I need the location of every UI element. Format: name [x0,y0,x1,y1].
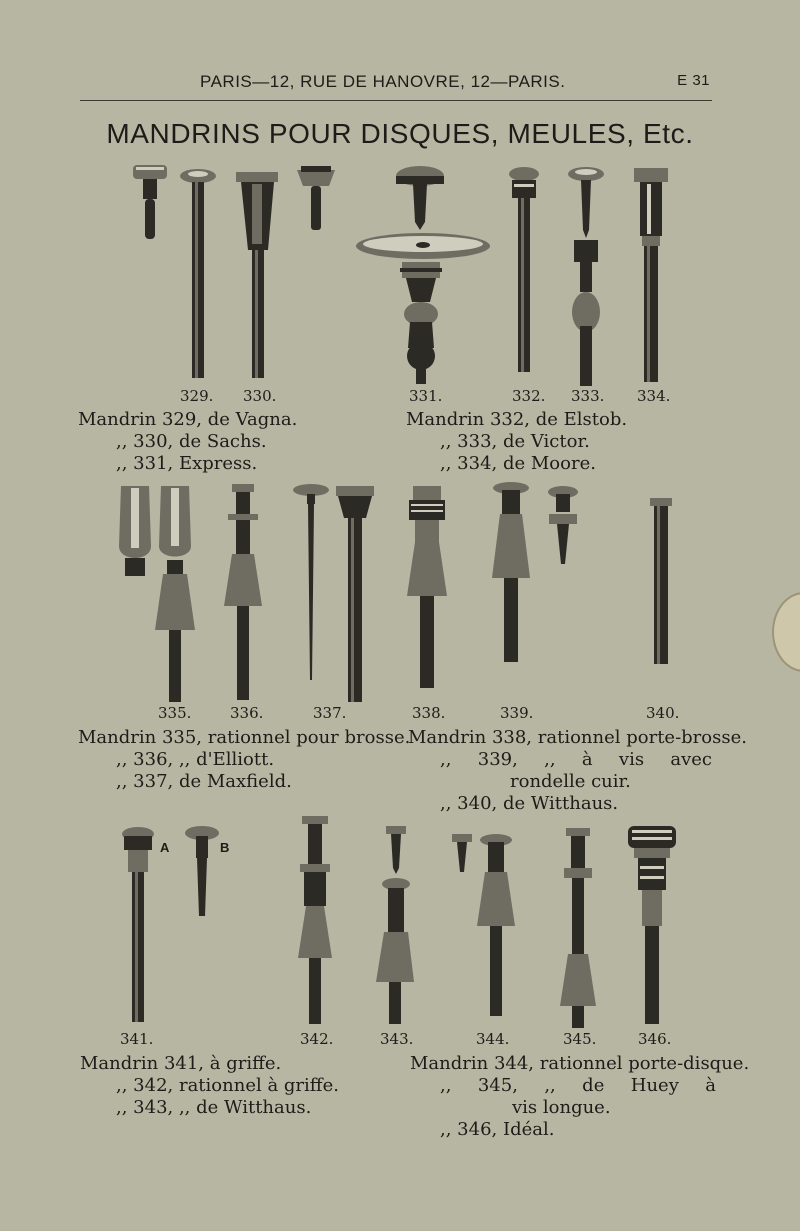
mandrel-346-illustration [628,826,678,1026]
mandrel-332-illustration [508,166,540,374]
mandrel-341-b-illustration [184,826,220,918]
caption-339-continued: rondelle cuir. [510,771,631,792]
item-number-344: 344. [476,1030,510,1048]
mandrel-334-illustration [632,168,670,384]
item-number-342: 342. [300,1030,334,1048]
mandrel-330-illustration [179,168,217,380]
caption-333: ,, 333, de Victor. [440,431,590,452]
label-b: B [220,840,230,855]
caption-332: Mandrin 332, de Elstob. [406,409,628,430]
label-a: A [160,840,170,855]
item-number-346: 346. [638,1030,672,1048]
item-number-335: 335. [158,704,192,722]
item-number-332: 332. [512,387,546,405]
mandrel-339-illustration [490,482,532,664]
caption-343: ,, 343, ,, de Witthaus. [116,1097,312,1118]
caption-331: ,, 331, Express. [116,453,258,474]
caption-334: ,, 334, de Moore. [440,453,596,474]
item-number-340: 340. [646,704,680,722]
page-number: E 31 [677,72,710,89]
mandrel-331-body-illustration [400,262,442,384]
mandrel-335-brush-illustration [117,486,153,578]
mandrel-338-illustration [405,486,449,690]
item-number-331: 331. [409,387,443,405]
abrasive-disc-illustration [355,232,491,262]
caption-342: ,, 342, rationnel à griffe. [116,1075,339,1096]
mandrel-344-illustration [475,834,517,1018]
item-number-333: 333. [571,387,605,405]
header-rule [80,100,712,101]
caption-344: Mandrin 344, rationnel porte-disque. [410,1053,750,1074]
item-number-334: 334. [637,387,671,405]
item-number-341: 341. [120,1030,154,1048]
mandrel-331-screw-illustration [395,166,445,230]
caption-341: Mandrin 341, à griffe. [80,1053,282,1074]
mandrel-339-screw-illustration [547,486,579,566]
mandrel-337-illustration [336,486,376,704]
caption-336: ,, 336, ,, d'Elliott. [116,749,275,770]
mandrel-341-illustration [120,826,156,1024]
mandrel-331-illustration [236,170,280,380]
header-address: PARIS—12, RUE DE HANOVRE, 12—PARIS. [200,72,566,91]
caption-340: ,, 340, de Witthaus. [440,793,619,814]
caption-329: Mandrin 329, de Vagna. [78,409,298,430]
page-title: MANDRINS POUR DISQUES, MEULES, Etc. [106,118,694,149]
mandrel-331-cap-illustration [297,166,337,232]
caption-338: Mandrin 338, rationnel porte-brosse. [408,727,747,748]
caption-330: ,, 330, de Sachs. [116,431,267,452]
item-number-329: 329. [180,387,214,405]
mandrel-333-illustration [566,166,606,388]
caption-339: ,, 339, ,, à vis avec [440,749,712,770]
caption-345-continued: vis longue. [512,1097,611,1118]
mandrel-329-illustration [133,163,169,243]
mandrel-335-illustration [153,486,197,704]
item-number-330: 330. [243,387,277,405]
item-number-338: 338. [412,704,446,722]
page-header [80,72,710,100]
caption-337: ,, 337, de Maxfield. [116,771,292,792]
page-edge-disc [772,592,800,672]
item-number-337: 337. [313,704,347,722]
caption-345: ,, 345, ,, de Huey à [440,1075,716,1096]
mandrel-340-illustration [648,498,674,666]
caption-346: ,, 346, Idéal. [440,1119,555,1140]
mandrel-343-illustration [374,826,416,1026]
item-number-345: 345. [563,1030,597,1048]
mandrel-342-illustration [296,816,334,1026]
mandrel-337-pin-illustration [292,484,330,682]
mandrel-345-illustration [558,828,598,1030]
item-number-339: 339. [500,704,534,722]
item-number-343: 343. [380,1030,414,1048]
caption-335: Mandrin 335, rationnel pour brosse. [78,727,411,748]
item-number-336: 336. [230,704,264,722]
mandrel-336-illustration [222,484,264,702]
